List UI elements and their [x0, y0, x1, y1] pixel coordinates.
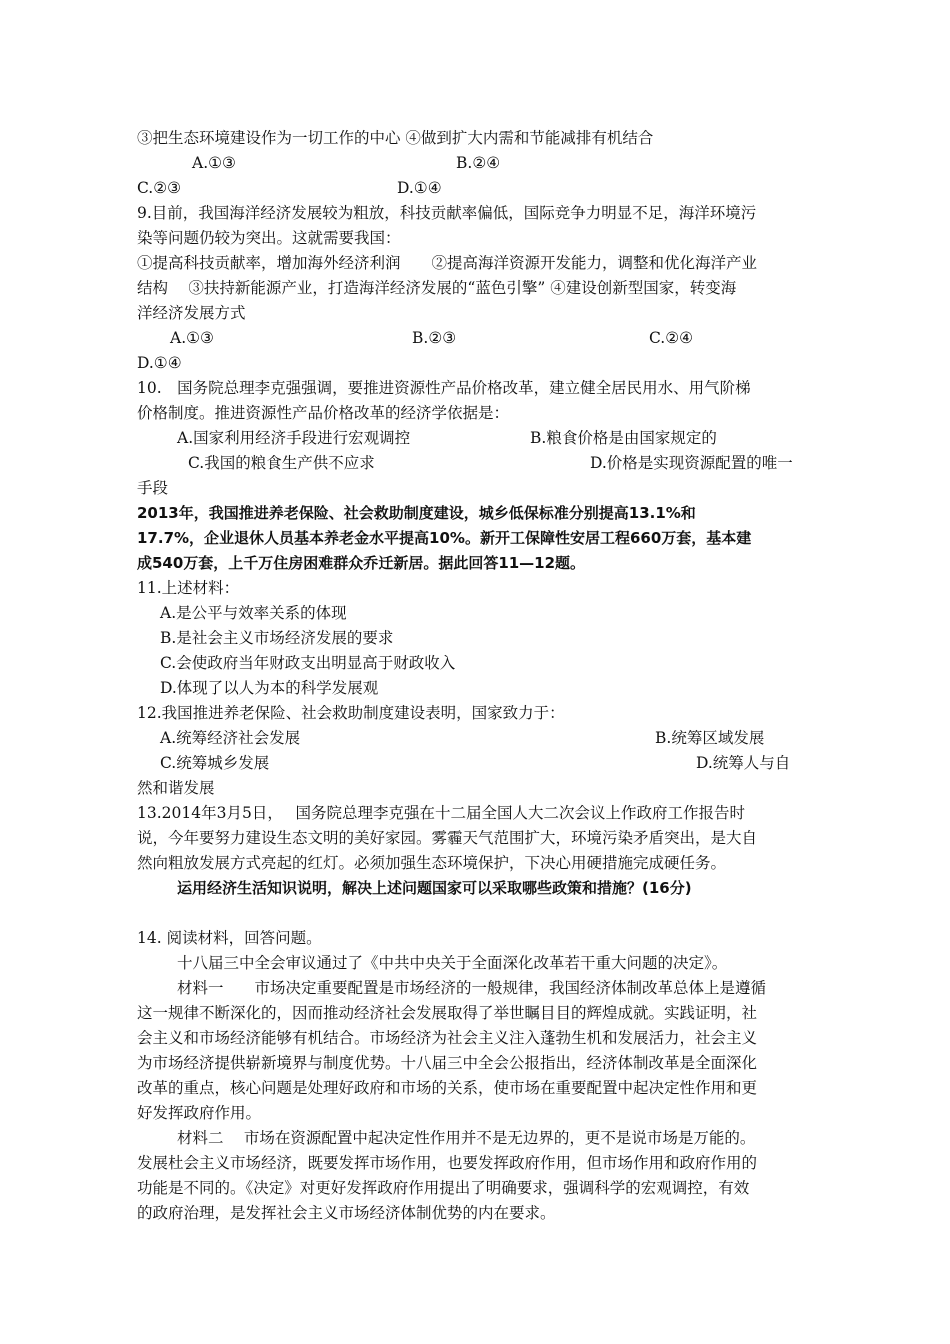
q13-question: 运用经济生活知识说明，解决上述问题国家可以采取哪些政策和措施？(16分) [177, 879, 692, 897]
q14-stem: 14. 阅读材料，回答问题。 [137, 929, 322, 947]
q10-stem-line1: 10. 国务院总理李克强强调，要推进资源性产品价格改革，建立健全居民用水、用气阶梯 [137, 379, 751, 397]
q10-option-b: B.粮食价格是由国家规定的 [530, 429, 717, 447]
q10-option-d-cont: 手段 [137, 479, 169, 497]
q14-material2-line3: 功能是不同的。《决定》对更好发挥政府作用提出了明确要求，强调科学的宏观调控，有效 [137, 1179, 750, 1197]
q12-option-d-cont: 然和谐发展 [137, 779, 215, 797]
q9-statements-line1: ①提高科技贡献率，增加海外经济利润 ②提高海洋资源开发能力，调整和优化海洋产业 [137, 254, 758, 272]
q10-option-a: A.国家利用经济手段进行宏观调控 [177, 429, 411, 447]
q14-material2-line4: 的政府治理，是发挥社会主义市场经济体制优势的内在要求。 [137, 1204, 556, 1222]
q13-stem-line3: 然向粗放发展方式亮起的红灯。必须加强生态环境保护，下决心用硬措施完成硬任务。 [137, 854, 727, 872]
q8-statements-3-4: ③把生态环境建设作为一切工作的中心 ④做到扩大内需和节能减排有机结合 [137, 129, 654, 147]
q9-stem-line2: 染等问题仍较为突出。这就需要我国： [137, 229, 401, 247]
q12-option-c: C.统筹城乡发展 [160, 754, 270, 772]
q8-option-a: A.①③ [192, 154, 236, 172]
material-line2: 17.7%，企业退休人员基本养老金水平提高10%。新开工保障性安居工程660万套，基本建 [137, 529, 752, 547]
q10-option-c: C.我国的粮食生产供不应求 [188, 454, 375, 472]
q12-option-b: B.统筹区域发展 [655, 729, 765, 747]
q8-option-c: C.②③ [137, 179, 182, 197]
q11-option-a: A.是公平与效率关系的体现 [160, 604, 347, 622]
q11-option-d: D.体现了以人为本的科学发展观 [160, 679, 379, 697]
q9-option-a: A.①③ [170, 329, 214, 347]
q13-stem-line1: 13.2014年3月5日， 国务院总理李克强在十二届全国人大二次会议上作政府工作报告时 [137, 804, 745, 822]
q9-stem-line1: 9.目前，我国海洋经济发展较为粗放，科技贡献率偏低，国际竞争力明显不足，海洋环境污 [137, 204, 757, 222]
q9-option-b: B.②③ [412, 329, 457, 347]
material-line3: 成540万套，上千万住房困难群众乔迁新居。据此回答11—12题。 [137, 554, 586, 572]
q9-option-d: D.①④ [137, 354, 182, 372]
q14-material1-line6: 好发挥政府作用。 [137, 1104, 262, 1122]
q12-option-a: A.统筹经济社会发展 [160, 729, 301, 747]
q14-intro: 十八届三中全会审议通过了《中共中央关于全面深化改革若干重大问题的决定》。 [177, 954, 728, 972]
material-line1: 2013年，我国推进养老保险、社会救助制度建设，城乡低保标准分别提高13.1%和 [137, 504, 696, 522]
q8-option-d: D.①④ [397, 179, 442, 197]
q12-stem: 12.我国推进养老保险、社会救助制度建设表明，国家致力于： [137, 704, 565, 722]
q13-stem-line2: 说，今年要努力建设生态文明的美好家园。雾霾天气范围扩大，环境污染矛盾突出，是大自 [137, 829, 758, 847]
q11-stem: 11.上述材料： [137, 579, 240, 597]
q14-material1-line3: 会主义和市场经济能够有机结合。市场经济为社会主义注入蓬勃生机和发展活力，社会主义 [137, 1029, 758, 1047]
q10-option-d: D.价格是实现资源配置的唯一 [590, 454, 793, 472]
q8-option-b: B.②④ [456, 154, 501, 172]
q14-material1-line1: 材料一 市场决定重要配置是市场经济的一般规律，我国经济体制改革总体上是遵循 [177, 979, 767, 997]
q12-option-d: D.统筹人与自 [696, 754, 791, 772]
q9-statements-line3: 洋经济发展方式 [137, 304, 246, 322]
q14-material1-line5: 改革的重点，核心问题是处理好政府和市场的关系，使市场在重要配置中起决定性作用和更 [137, 1079, 758, 1097]
q10-stem-line2: 价格制度。推进资源性产品价格改革的经济学依据是： [137, 404, 510, 422]
q9-option-c: C.②④ [649, 329, 694, 347]
q11-option-c: C.会使政府当年财政支出明显高于财政收入 [160, 654, 456, 672]
q11-option-b: B.是社会主义市场经济发展的要求 [160, 629, 394, 647]
q14-material2-line2: 发展杜会主义市场经济，既要发挥市场作用，也要发挥政府作用，但市场作用和政府作用的 [137, 1154, 758, 1172]
q14-material1-line2: 这一规律不断深化的，因而推动经济社会发展取得了举世瞩目目的辉煌成就。实践证明，社 [137, 1004, 758, 1022]
q9-statements-line2: 结构 ③扶持新能源产业，打造海洋经济发展的“蓝色引擎” ④建设创新型国家，转变海 [137, 279, 737, 297]
q14-material1-line4: 为市场经济提供崭新境界与制度优势。十八届三中全会公报指出，经济体制改革是全面深化 [137, 1054, 758, 1072]
q14-material2-line1: 材料二 市场在资源配置中起决定性作用并不是无边界的，更不是说市场是万能的。 [177, 1129, 756, 1147]
